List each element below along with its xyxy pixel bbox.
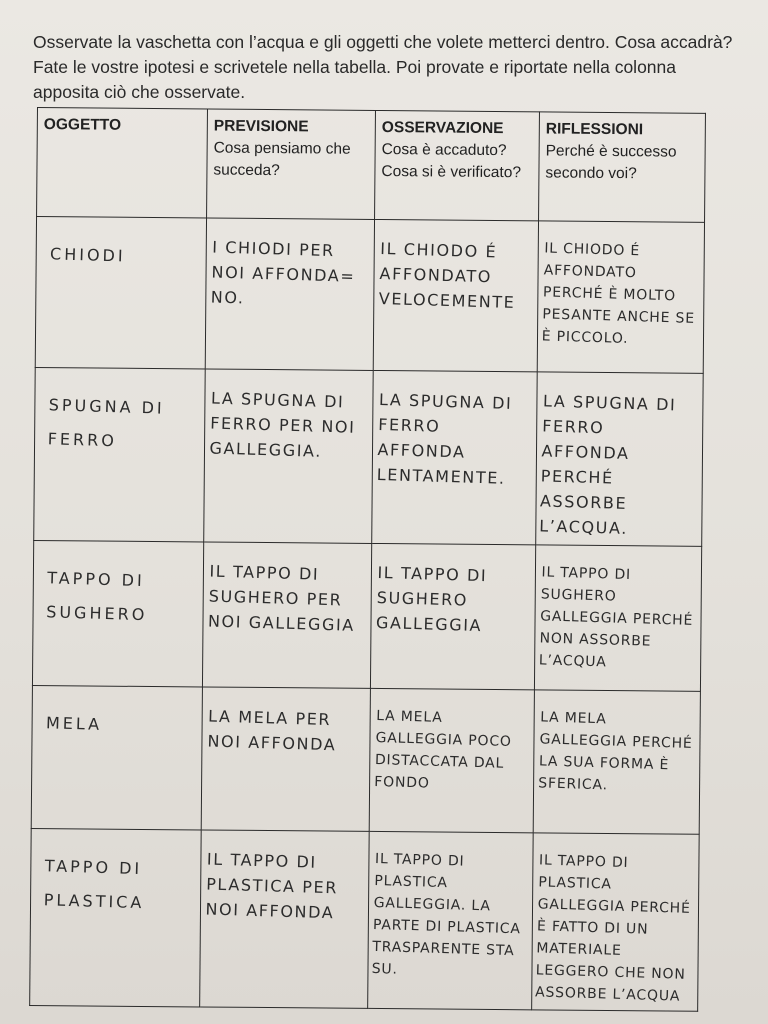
handwritten-text: SPUGNA DI FERRO xyxy=(47,395,165,451)
handwritten-text: LA SPUGNA DI FERRO AFFONDA LENTAMENTE. xyxy=(376,389,513,488)
cell-oggetto xyxy=(32,540,203,686)
cell-previsione xyxy=(205,218,374,370)
cell-previsione xyxy=(202,542,371,688)
table-row xyxy=(30,828,700,1011)
header-oggetto xyxy=(37,108,208,218)
cell-riflessioni xyxy=(534,545,701,691)
table-row xyxy=(31,685,700,834)
handwritten-text: LA MELA GALLEGGIA PERCHÉ LA SUA FORMA È SFERICA. xyxy=(538,709,693,794)
handwritten-text: LA MELA PER NOI AFFONDA xyxy=(207,706,337,755)
handwritten-text: IL TAPPO DI PLASTICA PER NOI AFFONDA xyxy=(205,849,339,923)
header-previsione xyxy=(207,109,376,219)
handwritten-text: IL TAPPO DI PLASTICA GALLEGGIA PERCHÉ È FATTO DI UN MATERIALE LEGGERO CHE NON ASSORBE L’ACQUA xyxy=(534,852,691,1005)
cell-osservazione xyxy=(369,688,534,832)
table-row xyxy=(32,540,701,691)
handwritten-text: TAPPO DI SUGHERO xyxy=(45,568,148,625)
handwritten-text: IL TAPPO DI PLASTICA GALLEGGIA. LA PARTE DI PLASTICA TRASPARENTE STA SU. xyxy=(371,850,521,978)
handwritten-text: IL TAPPO DI SUGHERO GALLEGGIA xyxy=(375,562,488,636)
cell-osservazione xyxy=(370,543,535,689)
header-subtitle: Cosa è accaduto? Cosa si è verificato? xyxy=(381,141,522,182)
cell-osservazione xyxy=(373,219,538,371)
cell-oggetto xyxy=(35,217,206,369)
handwritten-text: I CHIODI PER NOI AFFONDA= NO. xyxy=(210,237,356,308)
cell-previsione xyxy=(204,369,374,543)
table-row xyxy=(35,217,704,374)
cell-osservazione xyxy=(372,370,538,544)
table-row xyxy=(34,367,703,546)
cell-oggetto xyxy=(34,367,206,541)
header-title: PREVISIONE xyxy=(213,117,309,136)
handwritten-text: TAPPO DI PLASTICA xyxy=(43,856,145,913)
handwritten-text: CHIODI xyxy=(49,244,126,266)
instructions-text: Osservate la vaschetta con l’acqua e gli oggetti che volete metterci dentro. Cosa accadrà? Fate le vostre ipotesi e scrivetele nella tabella. Poi provate e riportate nella colonna apposita ciò che osservate. xyxy=(33,31,733,102)
handwritten-text: LA SPUGNA DI FERRO AFFONDA PERCHÉ ASSORBE L’ACQUA. xyxy=(538,391,677,538)
handwritten-text: LA MELA GALLEGGIA POCO DISTACCATA DAL FONDO xyxy=(374,707,512,792)
cell-riflessioni xyxy=(537,221,704,373)
header-subtitle: Cosa pensiamo che succeda? xyxy=(213,139,351,180)
handwritten-text: IL CHIODO É AFFONDATO VELOCEMENTE xyxy=(378,239,516,313)
handwritten-text: IL TAPPO DI SUGHERO GALLEGGIA PERCHÉ NON ASSORBE L’ACQUA xyxy=(538,564,694,671)
cell-previsione xyxy=(200,830,370,1008)
table-header-row xyxy=(37,108,706,223)
cell-oggetto xyxy=(30,828,202,1006)
header-title: OGGETTO xyxy=(43,116,122,134)
cell-riflessioni xyxy=(536,372,704,546)
cell-osservazione xyxy=(368,831,534,1009)
handwritten-text: MELA xyxy=(45,713,103,734)
header-title: RIFLESSIONI xyxy=(545,120,644,139)
header-title: OSSERVAZIONE xyxy=(381,119,504,138)
handwritten-text: IL TAPPO DI SUGHERO PER NOI GALLEGGIA xyxy=(207,561,356,635)
header-riflessioni xyxy=(539,112,706,222)
cell-riflessioni xyxy=(533,690,700,834)
header-osservazione xyxy=(375,110,540,220)
handwritten-text: LA SPUGNA DI FERRO PER NOI GALLEGGIA. xyxy=(209,388,356,461)
cell-riflessioni xyxy=(532,833,700,1011)
observation-table xyxy=(29,107,706,1012)
cell-oggetto xyxy=(31,685,202,829)
handwritten-text: IL CHIODO É AFFONDATO PERCHÉ È MOLTO PESANTE ANCHE SE È PICCOLO. xyxy=(541,240,696,347)
cell-previsione xyxy=(201,687,370,831)
header-subtitle: Perché è successo secondo voi? xyxy=(545,142,677,183)
